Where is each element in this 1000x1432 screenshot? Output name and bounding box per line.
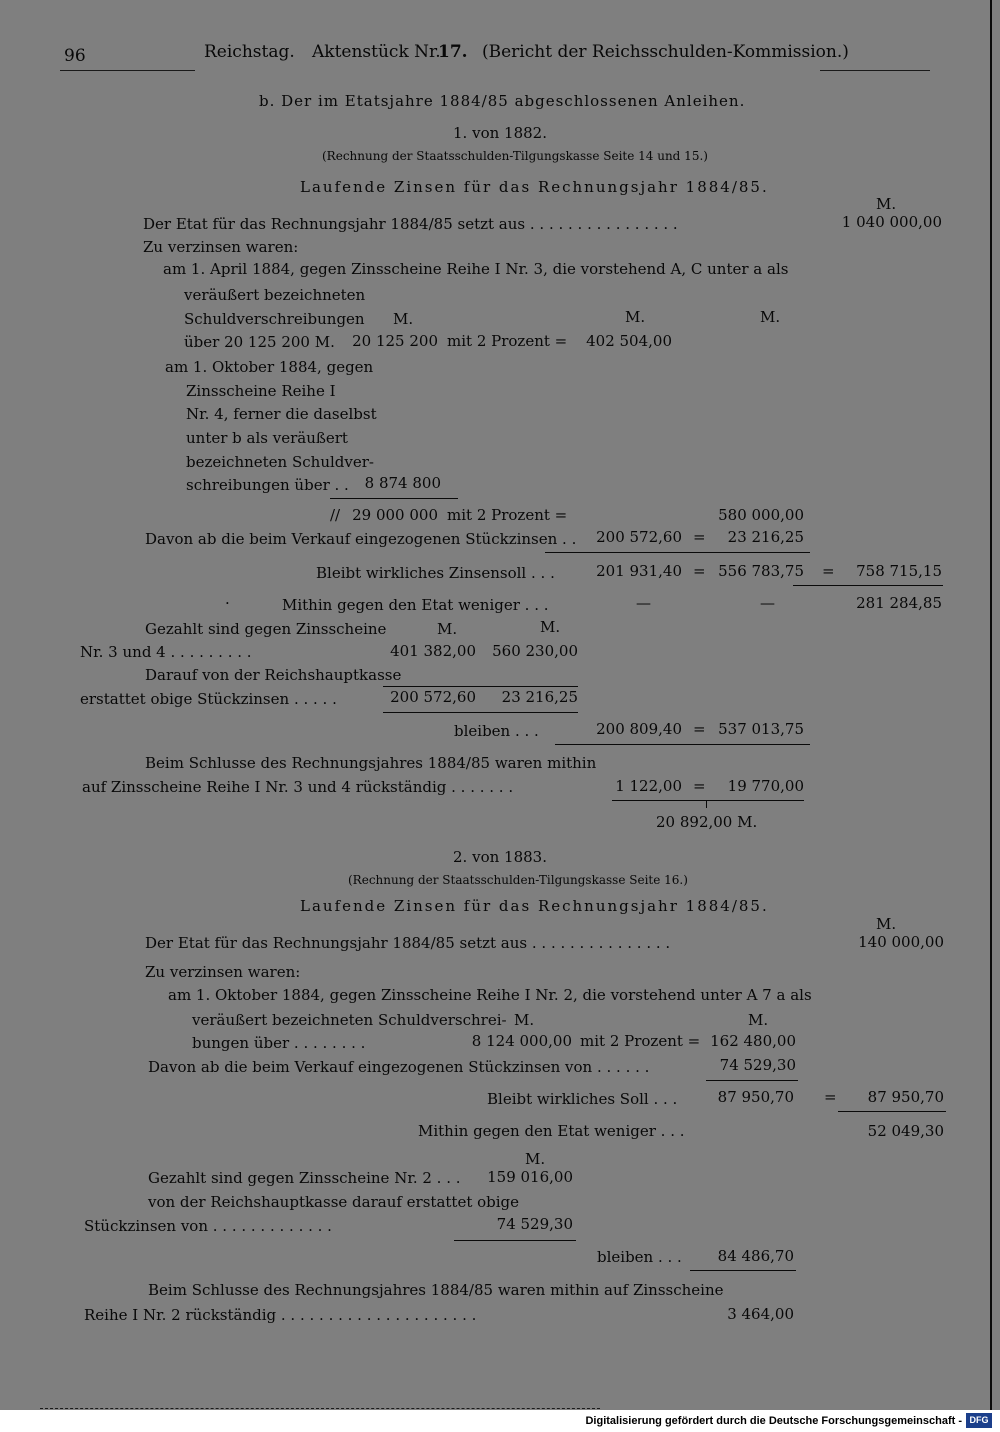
oktober-interest: 162 480,00 [710, 1032, 796, 1050]
etat-amount: 140 000,00 [858, 933, 944, 951]
scan-edge-line [40, 1408, 600, 1409]
page-number: 96 [64, 46, 86, 66]
bleiben-amount: 84 486,70 [717, 1247, 794, 1265]
sum-rate: mit 2 Prozent = [447, 506, 568, 524]
section-heading: b. Der im Etatsjahre 1884/85 abgeschlossenen Anleihen. [259, 92, 746, 110]
equals-sign: = [824, 1088, 837, 1106]
equals-sign: = [693, 528, 706, 546]
gezahlt-amount-b: 560 230,00 [492, 642, 578, 660]
schluss-total: 20 892,00 M. [656, 813, 758, 831]
gezahlt-line: Nr. 3 und 4 . . . . . . . . . [80, 643, 252, 661]
header-rule [60, 70, 195, 71]
darauf-rule [383, 712, 578, 713]
mithin-label: Mithin gegen den Etat weniger . . . [282, 596, 549, 614]
darauf-rule [383, 686, 578, 687]
currency-mark: M. [876, 195, 897, 213]
bleiben-label: bleiben . . . [454, 722, 539, 740]
april-line: veräußert bezeichneten [184, 286, 366, 304]
stueck-amount: 74 529,30 [496, 1215, 573, 1233]
bleiben-rule [555, 744, 810, 745]
darauf-amount-b: 23 216,25 [501, 688, 578, 706]
oktober-line: schreibungen über . . [186, 476, 349, 494]
april-line: am 1. April 1884, gegen Zinsscheine Reihe I Nr. 3, die vorstehend A, C unter a als [163, 260, 789, 278]
oktober-line: unter b als veräußert [186, 429, 348, 447]
header-rule [820, 70, 930, 71]
subsection-caption: Laufende Zinsen für das Rechnungsjahr 1884/85. [300, 897, 769, 915]
page-edge [990, 0, 992, 1432]
currency-mark: M. [514, 1011, 535, 1029]
brace-tick [706, 800, 707, 808]
schluss-line: auf Zinsscheine Reihe I Nr. 3 und 4 rückständig . . . . . . . [82, 778, 514, 796]
currency-mark: M. [393, 310, 414, 328]
equals-sign: = [693, 777, 706, 795]
bleiben-amount-a: 200 809,40 [596, 720, 682, 738]
bleibt-amount-a: 201 931,40 [596, 562, 682, 580]
header-title-left: Reichstag. [204, 42, 295, 62]
april-rate: mit 2 Prozent = [447, 332, 568, 350]
darauf-amount-a: 200 572,60 [390, 688, 476, 706]
darauf-line: erstattet obige Stückzinsen . . . . . [80, 690, 337, 708]
oktober-line: bezeichneten Schuldver- [186, 453, 374, 471]
total-rule [838, 1111, 946, 1112]
bleibt-label: Bleibt wirkliches Soll . . . [487, 1090, 678, 1108]
mithin-label: Mithin gegen den Etat weniger . . . [418, 1122, 685, 1140]
bleiben-amount-b: 537 013,75 [718, 720, 804, 738]
sum-base: 29 000 000 [352, 506, 438, 524]
zu-verzinsen-label: Zu verzinsen waren: [145, 963, 301, 981]
bleibt-amount-b: 556 783,75 [718, 562, 804, 580]
header-title-mid: Aktenstück Nr. [312, 42, 441, 62]
stueck-rule [454, 1240, 576, 1241]
bleiben-label: bleiben . . . [597, 1248, 682, 1266]
dfg-logo-icon: DFG [966, 1413, 992, 1428]
davon-label: Davon ab die beim Verkauf eingezogenen Stückzinsen . . [145, 530, 577, 548]
mithin-total: 281 284,85 [856, 594, 942, 612]
gezahlt-line: Gezahlt sind gegen Zinsscheine [145, 620, 387, 638]
oktober-rate: mit 2 Prozent = [580, 1032, 701, 1050]
oktober-line: Nr. 4, ferner die daselbst [186, 405, 377, 423]
gezahlt-line: Gezahlt sind gegen Zinsscheine Nr. 2 . . . [148, 1169, 461, 1187]
currency-mark: M. [876, 915, 897, 933]
schluss-line: Reihe I Nr. 2 rückständig . . . . . . . . . . . . . . . . . . . . . [84, 1306, 477, 1324]
footer-credit: Digitalisierung gefördert durch die Deutsche Forschungsgemeinschaft - [585, 1415, 962, 1427]
bullet-dot: · [225, 594, 230, 612]
subsection-reference: (Rechnung der Staatsschulden-Tilgungskasse Seite 16.) [348, 873, 688, 887]
gezahlt-amount: 159 016,00 [487, 1168, 573, 1186]
currency-mark: M. [760, 308, 781, 326]
dash-a: — [636, 594, 651, 612]
april-interest: 402 504,00 [586, 332, 672, 350]
oktober-base: 8 124 000,00 [471, 1032, 572, 1050]
davon-amount: 74 529,30 [719, 1056, 796, 1074]
bleibt-total: 758 715,15 [856, 562, 942, 580]
oktober-line: bungen über . . . . . . . . [192, 1034, 366, 1052]
oktober-line: am 1. Oktober 1884, gegen [165, 358, 374, 376]
etat-amount: 1 040 000,00 [841, 213, 942, 231]
subsection-title: 1. von 1882. [453, 124, 547, 142]
davon-amount-b: 23 216,25 [727, 528, 804, 546]
schluss-line: Beim Schlusse des Rechnungsjahres 1884/85 waren mithin auf Zinsscheine [148, 1281, 724, 1299]
total-rule [793, 585, 943, 586]
zu-verzinsen-label: Zu verzinsen waren: [143, 238, 299, 256]
schluss-line: Beim Schlusse des Rechnungsjahres 1884/85 waren mithin [145, 754, 597, 772]
subtotal-rule [545, 552, 810, 553]
schluss-amount: 3 464,00 [727, 1305, 794, 1323]
davon-label: Davon ab die beim Verkauf eingezogenen Stückzinsen von . . . . . . [148, 1058, 650, 1076]
sum-prefix: // [330, 506, 341, 524]
schluss-amount-a: 1 122,00 [615, 777, 682, 795]
davon-rule [706, 1080, 798, 1081]
header-title-num: 17. [438, 42, 468, 62]
subsection-reference: (Rechnung der Staatsschulden-Tilgungskasse Seite 14 und 15.) [322, 149, 708, 163]
oktober-line: am 1. Oktober 1884, gegen Zinsscheine Reihe I Nr. 2, die vorstehend unter A 7 a als [168, 986, 812, 1004]
oktober-base: 8 874 800 [364, 474, 441, 492]
mithin-total: 52 049,30 [867, 1122, 944, 1140]
currency-mark: M. [525, 1150, 546, 1168]
darauf-line: Darauf von der Reichshauptkasse [145, 666, 402, 684]
header-title-right: (Bericht der Reichsschulden-Kommission.) [482, 42, 849, 62]
equals-sign: = [822, 562, 835, 580]
subsection-title: 2. von 1883. [453, 848, 547, 866]
von-line: von der Reichshauptkasse darauf erstattet obige [148, 1193, 520, 1211]
april-line: über 20 125 200 M. [184, 333, 335, 351]
digitization-footer [0, 1410, 1000, 1432]
equals-sign: = [693, 562, 706, 580]
stueck-line: Stückzinsen von . . . . . . . . . . . . . [84, 1217, 332, 1235]
sum-interest: 580 000,00 [718, 506, 804, 524]
etat-label: Der Etat für das Rechnungsjahr 1884/85 setzt aus . . . . . . . . . . . . . . . [145, 934, 671, 952]
etat-label: Der Etat für das Rechnungsjahr 1884/85 setzt aus . . . . . . . . . . . . . . . . [143, 215, 678, 233]
dash-b: — [760, 594, 775, 612]
oktober-line: veräußert bezeichneten Schuldverschrei- [192, 1011, 507, 1029]
bleibt-amount: 87 950,70 [717, 1088, 794, 1106]
schluss-amount-b: 19 770,00 [727, 777, 804, 795]
currency-mark: M. [540, 618, 561, 636]
currency-mark: M. [437, 620, 458, 638]
bleiben-rule [690, 1270, 796, 1271]
gezahlt-amount-a: 401 382,00 [390, 642, 476, 660]
subsection-caption: Laufende Zinsen für das Rechnungsjahr 1884/85. [300, 178, 769, 196]
sum-rule [330, 498, 458, 499]
bleibt-total: 87 950,70 [867, 1088, 944, 1106]
april-line: Schuldverschreibungen [184, 310, 365, 328]
oktober-line: Zinsscheine Reihe I [186, 382, 336, 400]
april-base: 20 125 200 [352, 332, 438, 350]
currency-mark: M. [625, 308, 646, 326]
equals-sign: = [693, 720, 706, 738]
currency-mark: M. [748, 1011, 769, 1029]
brace-rule [612, 800, 804, 801]
davon-amount-a: 200 572,60 [596, 528, 682, 546]
bleibt-label: Bleibt wirkliches Zinsensoll . . . [316, 564, 555, 582]
